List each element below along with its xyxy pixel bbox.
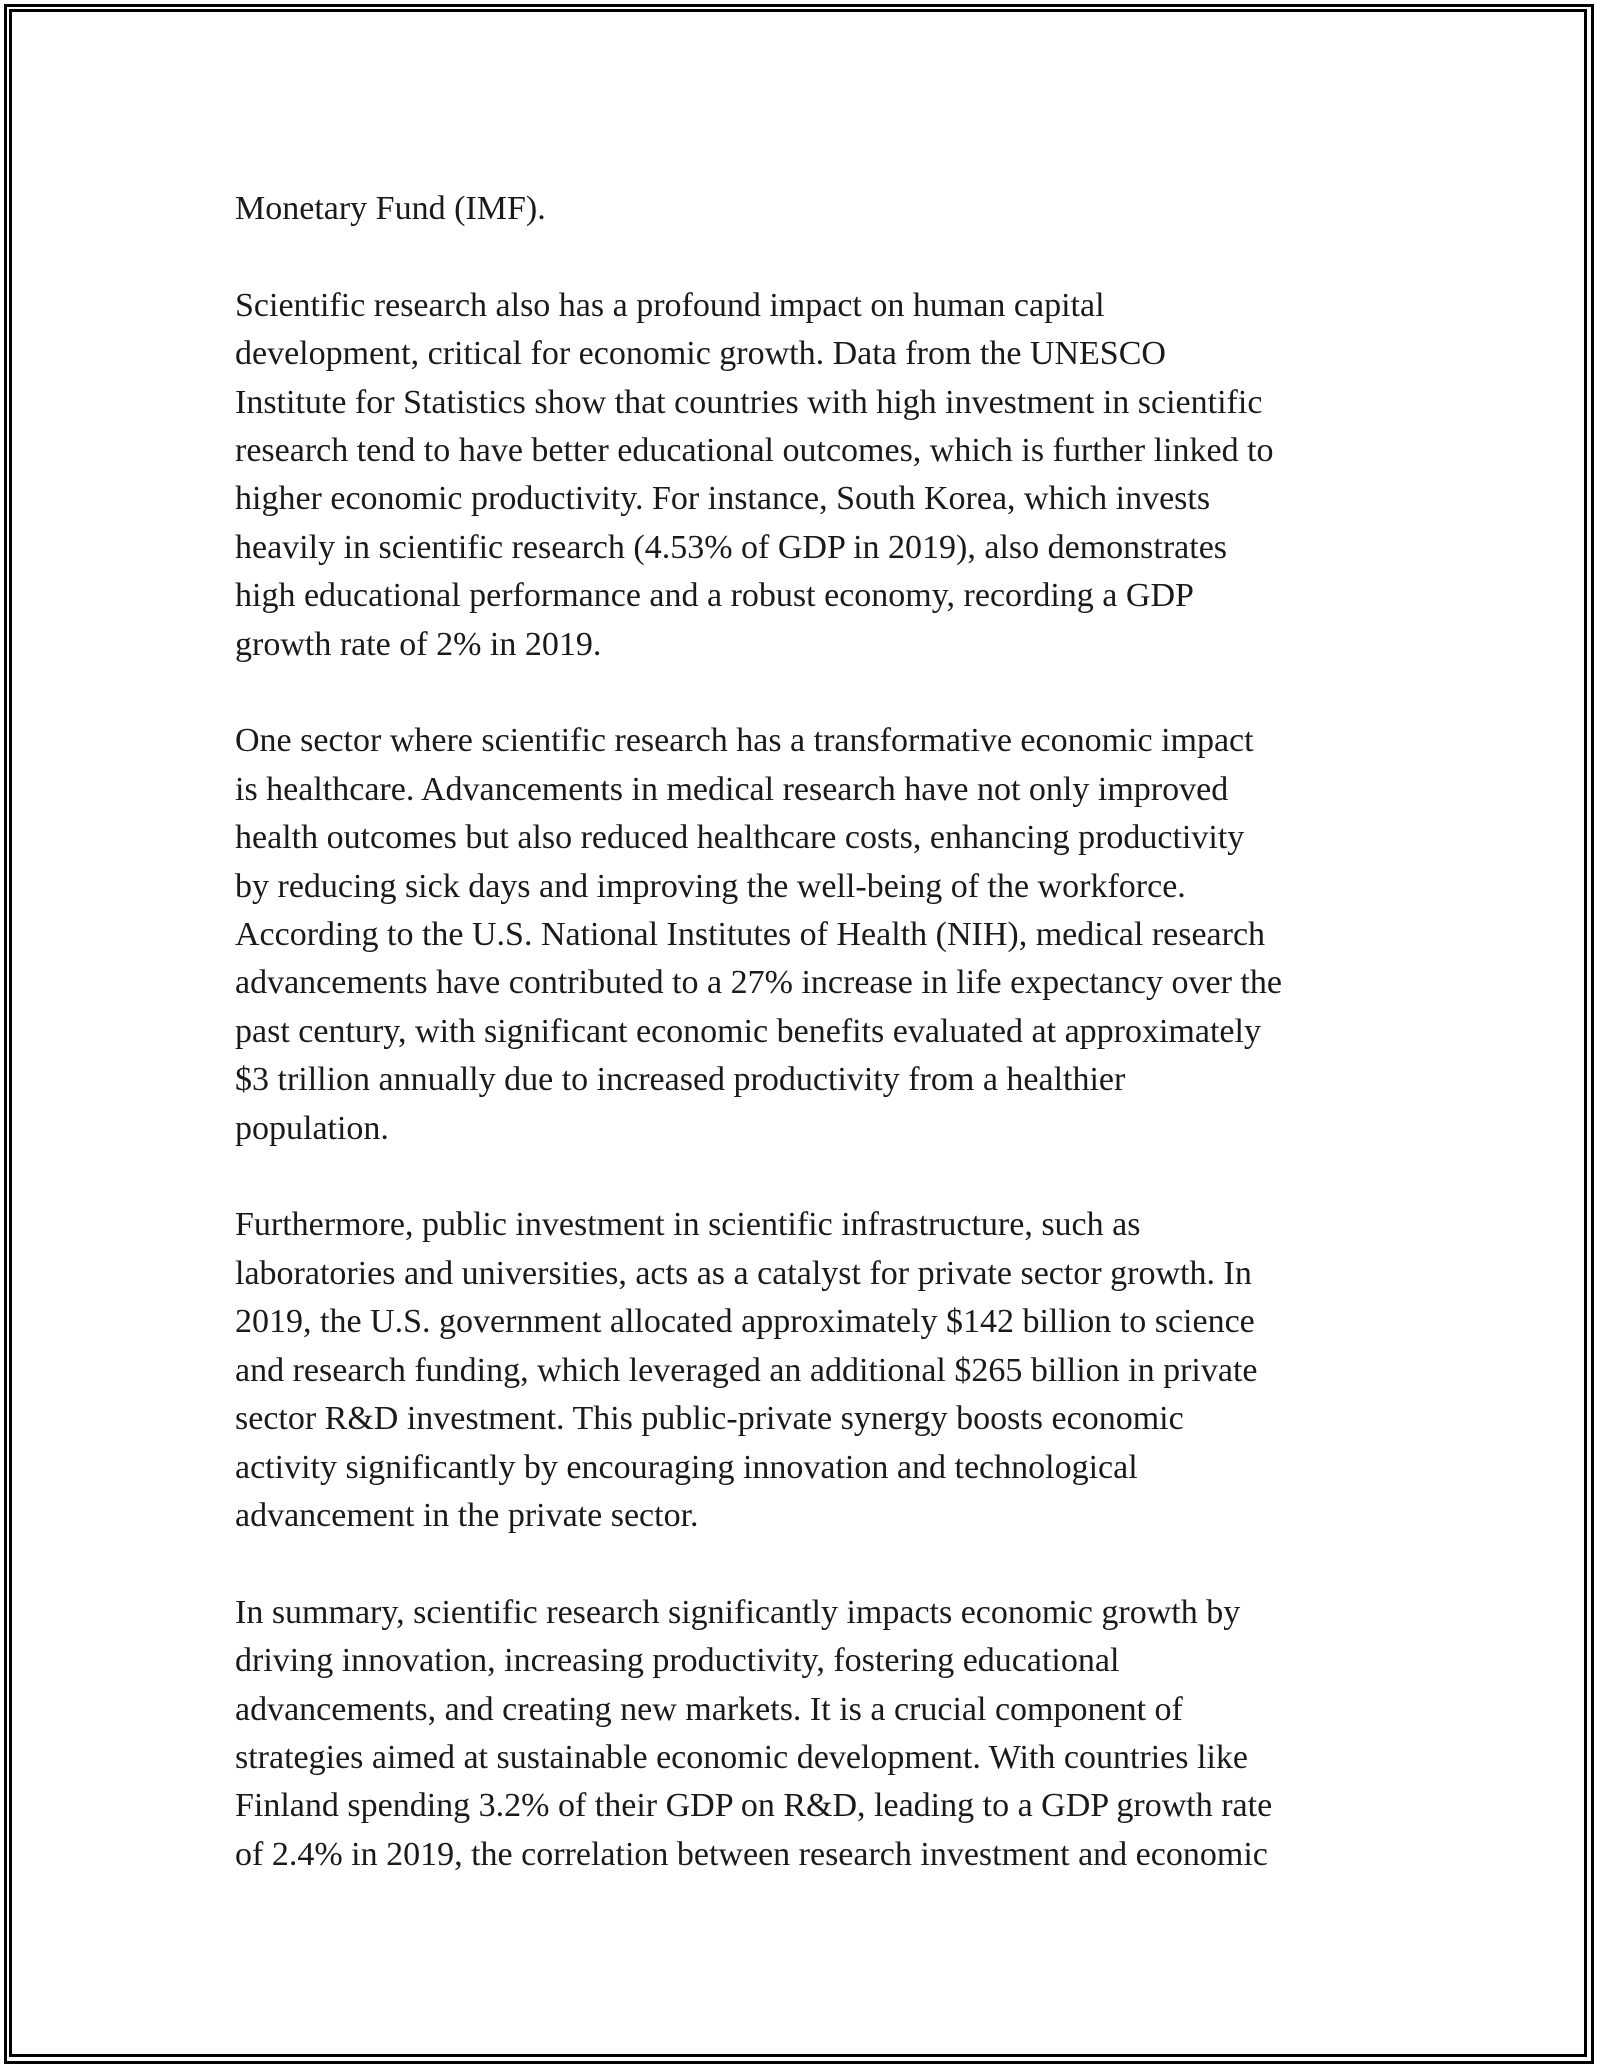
text-line: research tend to have better educational outcomes, which is further linked to [235,432,1274,470]
text-line: of 2.4% in 2019, the correlation between research investment and economic [235,1835,1268,1873]
text-line: Scientific research also has a profound impact on human capital [235,286,1105,324]
text-line: sector R&D investment. This public-private synergy boosts economic [235,1400,1184,1438]
text-line: is healthcare. Advancements in medical research have not only improved [235,770,1229,808]
text-line: According to the U.S. National Institutes of Health (NIH), medical research [235,916,1266,954]
text-line: strategies aimed at sustainable economic development. With countries like [235,1738,1248,1776]
text-line: laboratories and universities, acts as a catalyst for private sector growth. In [235,1254,1252,1292]
text-line: growth rate of 2% in 2019. [235,625,602,663]
text-line: by reducing sick days and improving the well-being of the workforce. [235,867,1186,905]
paragraph-imf-continuation [235,185,1375,233]
text-line: driving innovation, increasing productivity, fostering educational [235,1642,1120,1680]
paragraph-healthcare [235,717,1375,1153]
text-line: advancements, and creating new markets. It is a crucial component of [235,1690,1183,1728]
document-body [235,185,1375,1928]
text-line: advancement in the private sector. [235,1496,699,1534]
text-line: high educational performance and a robust economy, recording a GDP [235,577,1194,615]
text-line: health outcomes but also reduced healthcare costs, enhancing productivity [235,819,1245,857]
text-line: heavily in scientific research (4.53% of GDP in 2019), also demonstrates [235,528,1228,566]
text-line: Monetary Fund (IMF). [235,190,546,227]
paragraph-summary [235,1589,1375,1879]
text-line: activity significantly by encouraging innovation and technological [235,1448,1138,1486]
text-line: advancements have contributed to a 27% increase in life expectancy over the [235,964,1282,1002]
text-line: One sector where scientific research has a transformative economic impact [235,722,1254,760]
text-line: Institute for Statistics show that countries with high investment in scientific [235,383,1263,421]
text-line: In summary, scientific research significantly impacts economic growth by [235,1593,1241,1631]
text-line: Furthermore, public investment in scientific infrastructure, such as [235,1206,1141,1244]
text-line: higher economic productivity. For instance, South Korea, which invests [235,480,1211,518]
text-line: Finland spending 3.2% of their GDP on R&D, leading to a GDP growth rate [235,1787,1273,1825]
text-line: development, critical for economic growth. Data from the UNESCO [235,335,1166,373]
text-line: population. [235,1109,389,1147]
text-line: 2019, the U.S. government allocated approximately $142 billion to science [235,1303,1255,1341]
text-line: $3 trillion annually due to increased productivity from a healthier [235,1061,1126,1099]
text-line: past century, with significant economic benefits evaluated at approximately [235,1012,1261,1050]
paragraph-human-capital [235,282,1375,669]
paragraph-public-investment [235,1201,1375,1540]
text-line: and research funding, which leveraged an additional $265 billion in private [235,1351,1258,1389]
